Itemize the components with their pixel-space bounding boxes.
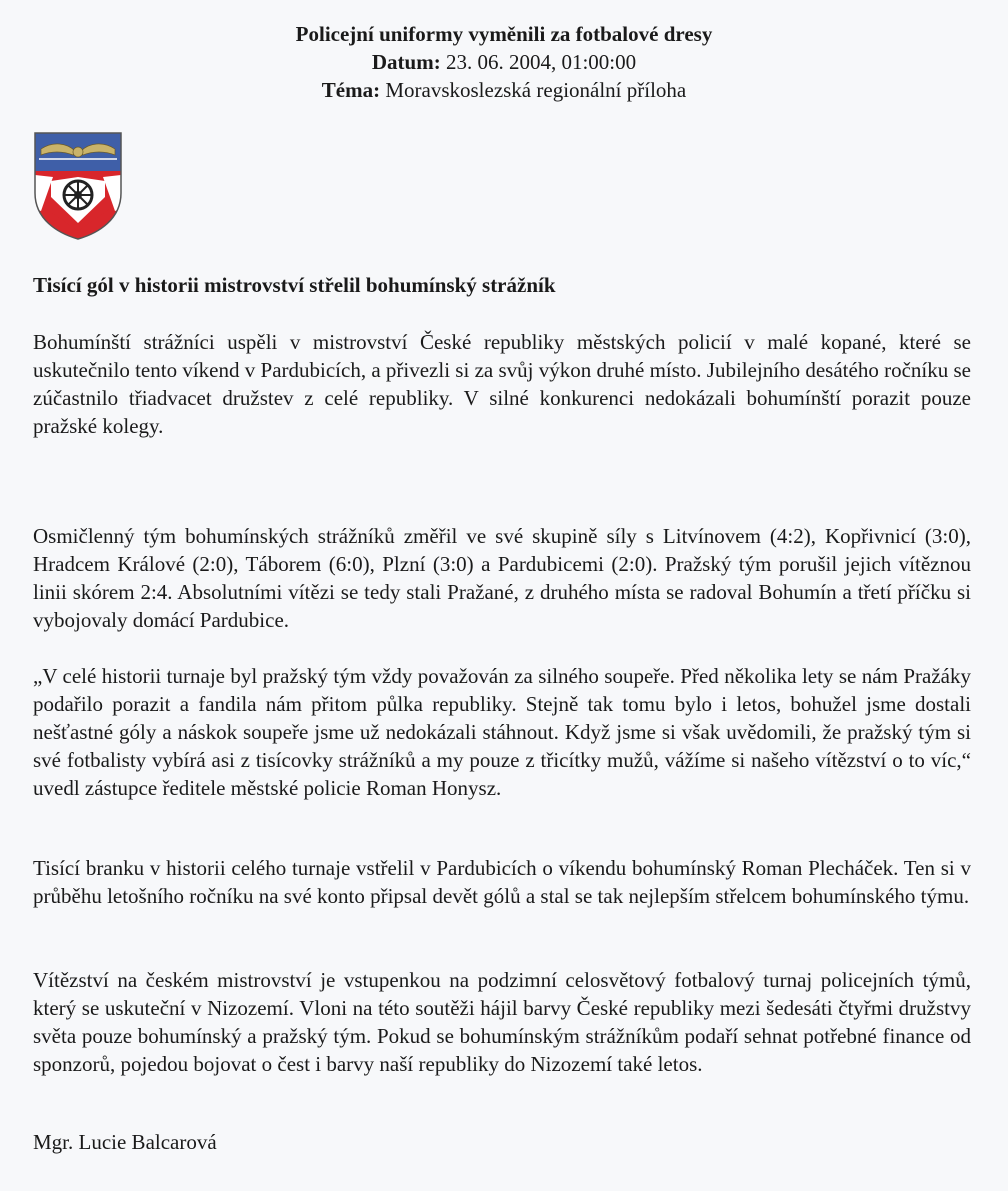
date-value: 23. 06. 2004, 01:00:00 <box>445 50 637 74</box>
topic-line <box>0 76 1008 104</box>
date-line <box>0 48 1008 76</box>
document-title: Policejní uniformy vyměnili za fotbalové dresy <box>295 22 713 46</box>
coat-of-arms-icon <box>33 131 123 241</box>
article-headline: Tisící gól v historii mistrovství střelil bohumínský strážník <box>33 273 556 297</box>
date-label: Datum: <box>371 50 441 74</box>
article-author: Mgr. Lucie Balcarová <box>33 1130 217 1154</box>
article-paragraph: Osmičlenný tým bohumínských strážníků změřil ve své skupině síly s Litvínovem (4:2), Kopřivnicí (3:0), Hradcem Králové (2:0), Táborem (6:0), Plzní (3:0) a Pardubicemi (2:0). Pražský tým porušil jejich vítěznou linii skórem 2:4. Absolutními vítězi se tedy stali Pražané, z druhého místa se radoval Bohumín a třetí příčku si vybojovaly domácí Pardubice. <box>33 524 971 632</box>
document-header <box>0 20 1008 104</box>
topic-label: Téma: <box>321 78 381 102</box>
article-paragraph: Vítězství na českém mistrovství je vstupenkou na podzimní celosvětový fotbalový turnaj policejních týmů, který se uskuteční v Nizozemí. Vloni na této soutěži hájil barvy České republiky mezi šedesáti čtyřmi družstvy světa pouze bohumínský a pražský tým. Pokud se bohumínským strážníkům podaří sehnat potřebné finance od sponzorů, pojedou bojovat o čest i barvy naší republiky do Nizozemí také letos. <box>33 968 971 1076</box>
article-paragraph: Tisící branku v historii celého turnaje vstřelil v Pardubicích o víkendu bohumínský Roman Plecháček. Ten si v průběhu letošního ročníku na své konto připsal devět gólů a stal se tak nejlepším střelcem bohumínského týmu. <box>33 856 971 908</box>
article-paragraph: „V celé historii turnaje byl pražský tým vždy považován za silného soupeře. Před několika lety se nám Pražáky podařilo porazit a fandila nám přitom půlka republiky. Stejně tak tomu bylo i letos, bohužel jsme dostali nešťastné góly a náskok soupeře jsme už nedokázali stáhnout. Když jsme si však uvědomili, že pražský tým si své fotbalisty vybírá asi z tisícovky strážníků a my pouze z třicítky mužů, vážíme si našeho vítězství o to víc,“ uvedl zástupce ředitele městské policie Roman Honysz. <box>33 664 971 800</box>
article-paragraph: Bohumínští strážníci uspěli v mistrovství České republiky městských policií v malé kopané, které se uskutečnilo tento víkend v Pardubicích, a přivezli si za svůj výkon druhé místo. Jubilejního desátého ročníku se zúčastnilo třiadvacet družstev z celé republiky. V silné konkurenci nedokázali bohumínští porazit pouze pražské kolegy. <box>33 330 971 438</box>
topic-value: Moravskoslezská regionální příloha <box>385 78 687 102</box>
